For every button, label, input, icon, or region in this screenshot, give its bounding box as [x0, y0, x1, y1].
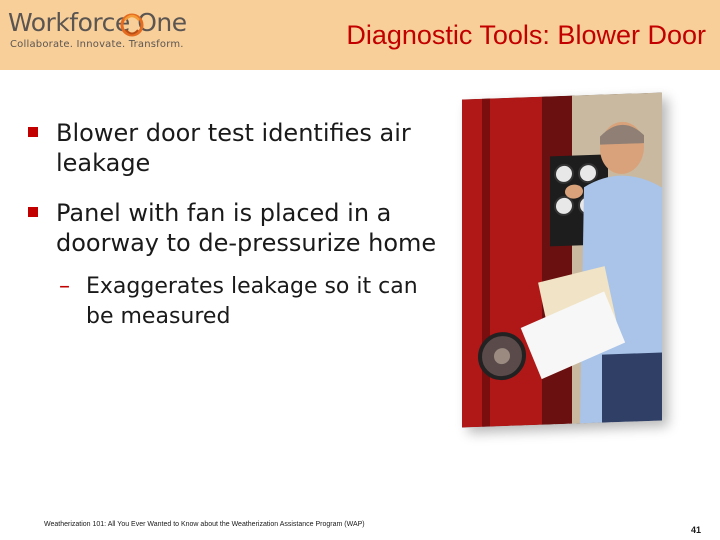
- logo-tagline: Collaborate. Innovate. Transform.: [10, 39, 184, 50]
- bullet-text: Blower door test identifies air leakage: [56, 119, 411, 177]
- footer-text: Weatherization 101: All You Ever Wanted to Know about the Weatherization Assistance Program (WAP): [44, 521, 365, 528]
- blower-door-photo: [462, 93, 662, 428]
- sub-bullet-text: Exaggerates leakage so it can be measured: [86, 274, 418, 329]
- bullet-text: Panel with fan is placed in a doorway to de-pressurize home: [56, 199, 437, 257]
- workforce-one-logo: [8, 8, 198, 58]
- bullet-item: [28, 118, 438, 178]
- logo-wordmark: Workforce One: [8, 8, 187, 37]
- header-band: [0, 0, 720, 70]
- bullet-square-icon: [28, 207, 38, 217]
- slide-title: Diagnostic Tools: Blower Door: [346, 20, 706, 50]
- bullet-list: [28, 118, 438, 332]
- photo-illustration: [462, 93, 662, 428]
- dash-bullet-icon: –: [59, 274, 70, 299]
- sub-bullet-item: [28, 272, 438, 332]
- page-number: 41: [691, 525, 702, 535]
- bullet-square-icon: [28, 127, 38, 137]
- logo-swirl-icon: [117, 10, 147, 40]
- bullet-item: [28, 198, 438, 258]
